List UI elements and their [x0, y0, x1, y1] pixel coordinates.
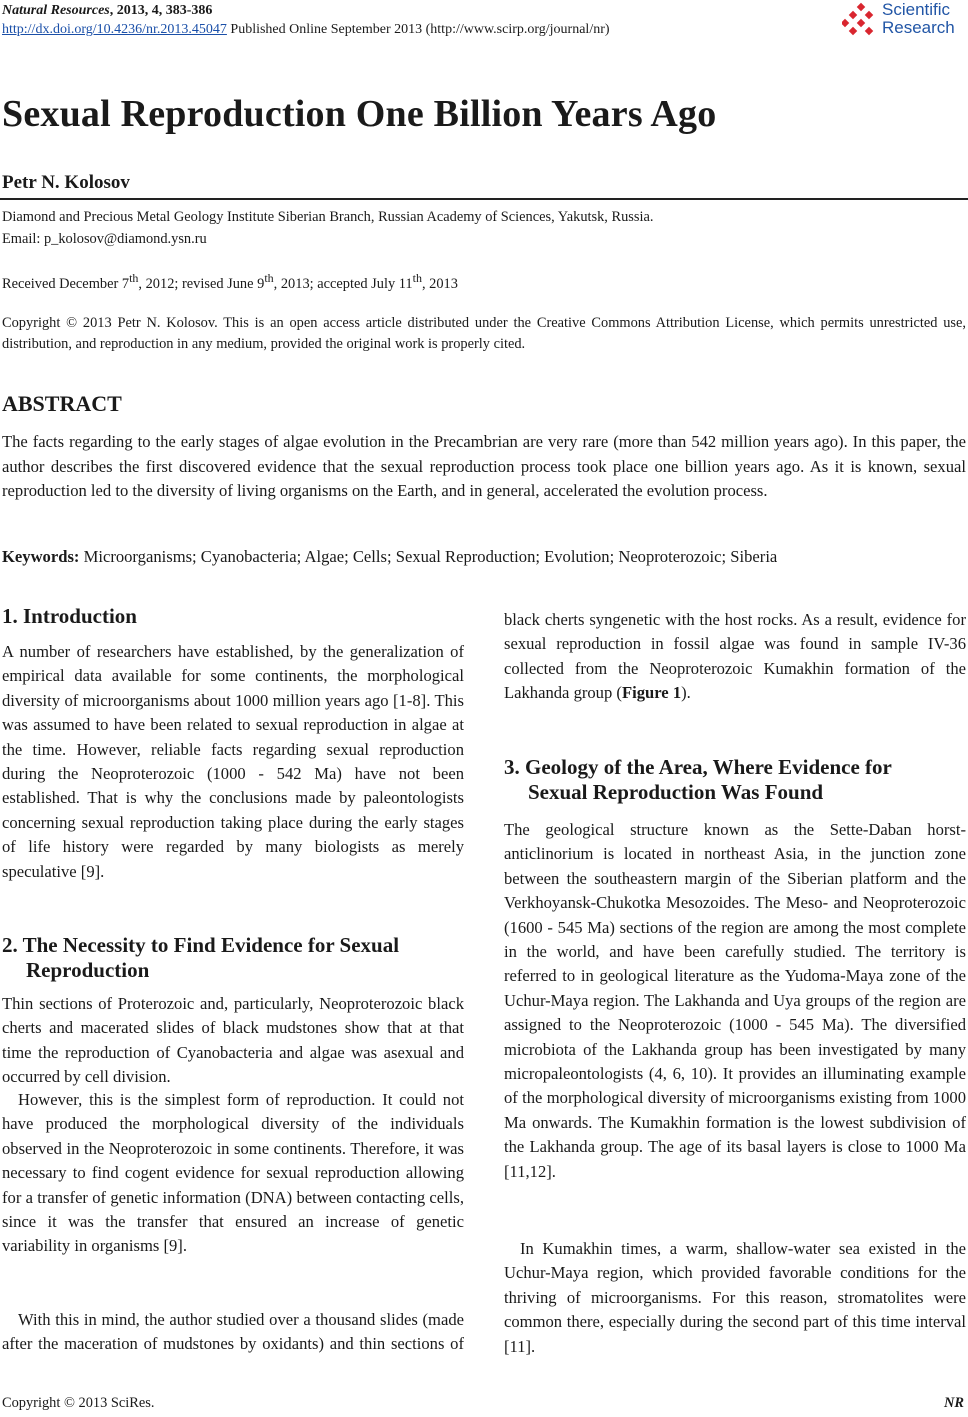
affiliation: Diamond and Precious Metal Geology Institute Siberian Branch, Russian Academy of Sciences, Yakutsk, Russia. — [2, 209, 654, 225]
footer-copyright: Copyright © 2013 SciRes. — [2, 1395, 155, 1411]
keywords-label: Keywords: — [2, 547, 80, 566]
section-3-heading-line1: 3. Geology of the Area, Where Evidence for — [504, 755, 892, 779]
section-3-heading-line2: Sexual Reproduction Was Found — [528, 780, 824, 804]
section-2-paragraph: However, this is the simplest form of reproduction. It could not have produced the morphological diversity of the individuals observed in the Neoproterozoic in some continents. Therefore, it was necessary to find cogent evidence for sexual reproduction allowing for a transfer of genetic information (DNA) between contacting cells, since it was the transfer that ensured an increase of genetic variability in organisms [9]. — [2, 1090, 464, 1256]
revised-date: , 2012; revised June 9 — [138, 275, 265, 292]
section-3-paragraph: In Kumakhin times, a warm, shallow-water sea existed in the Uchur-Maya region, which provided favorable conditions for the thriving of microorganisms. For this reason, stromatolites were common there, especially during the second part of this time interval [11]. — [504, 1239, 966, 1356]
date-sup: th — [412, 271, 422, 285]
continuation-text — [504, 608, 966, 706]
doi-link[interactable]: http://dx.doi.org/10.4236/nr.2013.45047 — [2, 22, 227, 37]
running-header — [2, 1, 610, 39]
published-info: Published Online September 2013 (http://www.scirp.org/journal/nr) — [226, 22, 610, 37]
abstract-heading: ABSTRACT — [2, 391, 122, 416]
section-1-heading: 1. Introduction — [2, 604, 137, 628]
received-date: Received December 7 — [2, 275, 130, 292]
section-2-paragraph-start — [2, 1308, 464, 1356]
figure-reference: Figure 1 — [621, 683, 682, 703]
footer-journal: NR — [944, 1395, 964, 1411]
section-2-paragraph-continued — [504, 608, 966, 706]
accepted-date: , 2013; accepted July 11 — [273, 275, 413, 292]
author-email: Email: p_kolosov@diamond.ysn.ru — [2, 231, 207, 247]
section-2-heading — [2, 933, 472, 983]
journal-volume: , 2013, 4, 383-386 — [109, 3, 213, 18]
logo-text — [882, 1, 955, 37]
section-2-heading-line1: 2. The Necessity to Find Evidence for Sexual — [2, 933, 400, 957]
section-2-paragraph: Thin sections of Proterozoic and, particularly, Neoproterozoic black cherts and macerated slides of black mudstones show that at that time the reproduction of Cyanobacteria and algae was asexual and occurred by cell division. — [2, 994, 464, 1087]
copyright-notice: Copyright © 2013 Petr N. Kolosov. This is an open access article distributed under the Creative Commons Attribution License, which permits unrestricted use, distribution, and reproduction in any medium, provided the original work is properly cited. — [2, 315, 966, 352]
keywords — [2, 547, 777, 567]
title-rule — [0, 198, 968, 200]
section-3-heading — [504, 755, 968, 805]
accepted-year: , 2013 — [421, 275, 458, 292]
section-1-paragraph: A number of researchers have established, by the generalization of empirical data available for some continents, the morphological diversity of microorganisms about 1000 million years ago [1-8]. This was assumed to have been related to sexual reproduction in algae at the time. However, reliable facts regarding sexual reproduction during the Neoproterozoic (1000 - 542 Ma) have not been established. That is why the conclusions made by paleontologists concerning sexual reproduction taking place during the early stages of life history were regarded by many biologists as merely speculative [9]. — [2, 642, 464, 881]
section-2-paragraph-text: With this in mind, the author studied over a thousand slides (made after the maceration of mudstones by oxidants) and thin sections of — [2, 1310, 464, 1354]
date-sup: th — [264, 271, 274, 285]
logo-line2: Research — [882, 18, 955, 37]
logo-mark-icon — [842, 2, 880, 40]
article-title: Sexual Reproduction One Billion Years Ago — [2, 93, 717, 135]
publisher-logo — [842, 0, 964, 42]
journal-name: Natural Resources — [2, 3, 110, 18]
abstract-text: The facts regarding to the early stages of algae evolution in the Precambrian are very rare (more than 542 million years ago). In this paper, the author describes the first discovered evidence that the sexual reproduction process took place one billion years ago. As it is known, sexual reproduction led to the diversity of living organisms on the Earth, and in general, accelerated the evolution process. — [2, 432, 966, 500]
article-dates — [2, 271, 458, 293]
date-sup: th — [129, 271, 139, 285]
section-3-paragraph: The geological structure known as the Sette-Daban horst-anticlinorium is located in northeast Asia, in the junction zone between the southeastern margin of the Siberian platform and the Verkhoyansk-Chukotka Mesozoides. The Meso- and Neoproterozoic (1600 - 545 Ma) sections of the region are among the most complete in the world, and have been carefully studied. The territory is referred to in geological literature as the Yudoma-Maya zone of the Uchur-Maya region. The Lakhanda and Uya groups of the region are assigned to the Neoproterozoic (1000 - 545 Ma). The diversified microbiota of the Lakhanda group has been investigated by many micropaleontologists (4, 6, 10). It provides an illuminating example of the morphological diversity of microorganisms existing from 1000 Ma onwards. The Kumakhin formation is the lowest subdivision of the Lakhanda group. The age of its basal layers is close to 1000 Ma [11,12]. — [504, 820, 966, 1181]
section-2-heading-line2: Reproduction — [26, 958, 150, 982]
logo-line1: Scientific — [882, 0, 951, 19]
paragraph-text: black cherts syngenetic with the host rocks. As a result, evidence for sexual reproduction in fossil algae was found in sample IV-36 collected from the Neoproterozoic Kumakhin formation of the Lakhanda group ( — [504, 610, 966, 703]
paragraph-end: ). — [681, 683, 691, 703]
author-name: Petr N. Kolosov — [2, 172, 130, 193]
keywords-list: Microorganisms; Cyanobacteria; Algae; Cells; Sexual Reproduction; Evolution; Neoproterozoic; Siberia — [79, 547, 778, 566]
